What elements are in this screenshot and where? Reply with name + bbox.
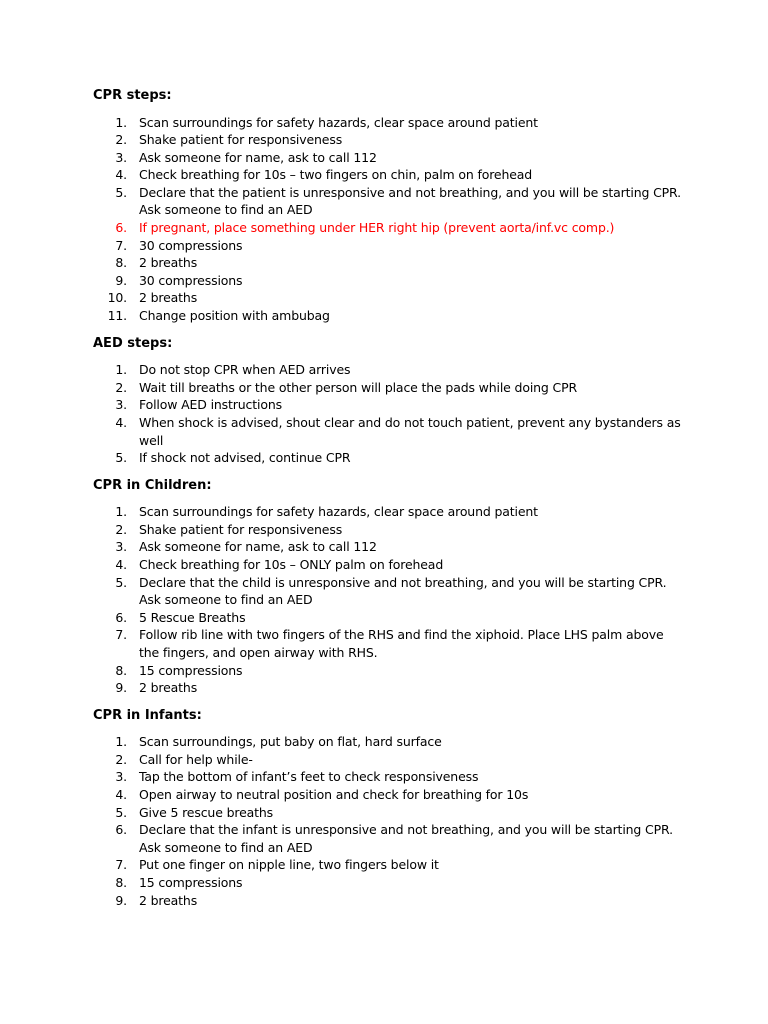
list-item — [93, 574, 683, 609]
list-item — [93, 114, 683, 132]
step-number: 5. — [115, 574, 127, 590]
step-number: 2. — [115, 132, 127, 148]
step-text: Check breathing for 10s – ONLY palm on forehead — [139, 556, 444, 572]
step-text: If pregnant, place something under HER right hip (prevent aorta/inf.vc comp.) — [139, 220, 615, 236]
list-item — [93, 626, 683, 661]
list-item — [93, 503, 683, 521]
step-text: Open airway to neutral position and check for breathing for 10s — [139, 787, 529, 802]
section-heading: CPR in Infants: — [93, 707, 202, 723]
list-item — [93, 272, 683, 290]
step-number: 3. — [115, 397, 127, 413]
list-item — [93, 414, 683, 449]
step-text: Declare that the child is unresponsive and not breathing, and you will be starting CPR. Ask someone to find an AED — [139, 574, 667, 608]
step-text: Tap the bottom of infant’s feet to check responsiveness — [139, 769, 479, 785]
list-item — [93, 184, 683, 219]
step-number: 7. — [115, 627, 127, 643]
step-text: Do not stop CPR when AED arrives — [139, 362, 351, 378]
step-number: 4. — [115, 787, 127, 802]
list-item — [93, 449, 683, 467]
step-number: 4. — [115, 414, 127, 430]
step-text: 2 breaths — [139, 290, 198, 306]
list-item — [93, 874, 683, 892]
list-item — [93, 751, 683, 769]
step-number: 7. — [115, 857, 127, 873]
list-item — [93, 786, 683, 804]
step-text: Declare that the infant is unresponsive and not breathing, and you will be starting CPR. Ask someone to find an AED — [139, 822, 673, 855]
step-text: 15 compressions — [139, 874, 243, 890]
list-item — [93, 219, 683, 237]
step-number: 3. — [115, 769, 127, 785]
list-item — [93, 856, 683, 874]
step-number: 6. — [115, 609, 127, 625]
list-item — [93, 307, 683, 325]
document-content — [93, 87, 683, 919]
step-text: If shock not advised, continue CPR — [139, 450, 351, 466]
list-item — [93, 149, 683, 167]
list-item — [93, 892, 683, 910]
list-item — [93, 609, 683, 627]
step-list — [93, 114, 683, 325]
section-heading: CPR in Children: — [93, 477, 212, 493]
step-number: 10. — [107, 290, 127, 306]
list-item — [93, 379, 683, 397]
step-text: Follow AED instructions — [139, 397, 282, 413]
step-number: 8. — [115, 662, 127, 678]
list-item — [93, 556, 683, 574]
list-item — [93, 804, 683, 822]
list-item — [93, 679, 683, 697]
step-text: Scan surroundings, put baby on flat, hard surface — [139, 734, 442, 750]
list-item — [93, 361, 683, 379]
list-item — [93, 538, 683, 556]
step-list — [93, 361, 683, 467]
step-text: 2 breaths — [139, 892, 198, 908]
list-item — [93, 521, 683, 539]
step-list — [93, 733, 683, 909]
step-text: Ask someone for name, ask to call 112 — [139, 149, 377, 165]
step-number: 7. — [115, 237, 127, 253]
step-list — [93, 503, 683, 697]
list-item — [93, 237, 683, 255]
step-number: 6. — [115, 220, 127, 236]
list-item — [93, 254, 683, 272]
step-text: Scan surroundings for safety hazards, clear space around patient — [139, 114, 538, 130]
step-text: Scan surroundings for safety hazards, clear space around patient — [139, 504, 538, 520]
step-text: Call for help while- — [139, 751, 253, 767]
section-heading: CPR steps: — [93, 88, 172, 103]
step-text: Wait till breaths or the other person will place the pads while doing CPR — [139, 379, 578, 395]
step-number: 9. — [115, 892, 127, 908]
list-item — [93, 289, 683, 307]
list-item — [93, 662, 683, 680]
step-text: 30 compressions — [139, 237, 243, 253]
step-text: Follow rib line with two fingers of the RHS and find the xiphoid. Place LHS palm above the fingers, and open airway with RHS. — [139, 627, 664, 660]
step-text: Give 5 rescue breaths — [139, 804, 274, 820]
step-text: Declare that the patient is unresponsive and not breathing, and you will be starting CPR. Ask someone to find an AED — [139, 184, 681, 218]
step-number: 5. — [115, 184, 127, 200]
step-number: 4. — [115, 167, 127, 183]
step-number: 3. — [115, 149, 127, 165]
step-text: Shake patient for responsiveness — [139, 132, 343, 148]
section-heading: AED steps: — [93, 335, 173, 351]
step-text: Put one finger on nipple line, two fingers below it — [139, 857, 439, 873]
step-number: 8. — [115, 874, 127, 890]
list-item — [93, 131, 683, 149]
step-number: 5. — [115, 450, 127, 466]
step-number: 9. — [115, 680, 127, 696]
step-number: 2. — [115, 521, 127, 537]
step-number: 5. — [115, 804, 127, 820]
step-number: 2. — [115, 379, 127, 395]
step-number: 8. — [115, 255, 127, 271]
step-text: 30 compressions — [139, 272, 243, 288]
step-number: 2. — [115, 751, 127, 767]
step-text: 15 compressions — [139, 662, 243, 678]
step-number: 1. — [115, 362, 127, 378]
step-text: Shake patient for responsiveness — [139, 521, 343, 537]
step-number: 11. — [107, 308, 127, 324]
step-number: 3. — [115, 539, 127, 555]
list-item — [93, 396, 683, 414]
list-item — [93, 166, 683, 184]
step-text: Check breathing for 10s – two fingers on chin, palm on forehead — [139, 167, 533, 183]
step-number: 1. — [115, 114, 127, 130]
list-item — [93, 733, 683, 751]
step-number: 9. — [115, 272, 127, 288]
step-text: 2 breaths — [139, 680, 198, 696]
step-number: 1. — [115, 504, 127, 520]
step-text: When shock is advised, shout clear and do not touch patient, prevent any bystanders as well — [139, 414, 681, 448]
step-number: 6. — [115, 822, 127, 838]
step-text: 5 Rescue Breaths — [139, 609, 246, 625]
step-text: Change position with ambubag — [139, 308, 330, 324]
list-item — [93, 768, 683, 786]
list-item — [93, 821, 683, 856]
step-text: 2 breaths — [139, 255, 198, 271]
step-text: Ask someone for name, ask to call 112 — [139, 539, 377, 555]
step-number: 1. — [115, 734, 127, 750]
step-number: 4. — [115, 556, 127, 572]
